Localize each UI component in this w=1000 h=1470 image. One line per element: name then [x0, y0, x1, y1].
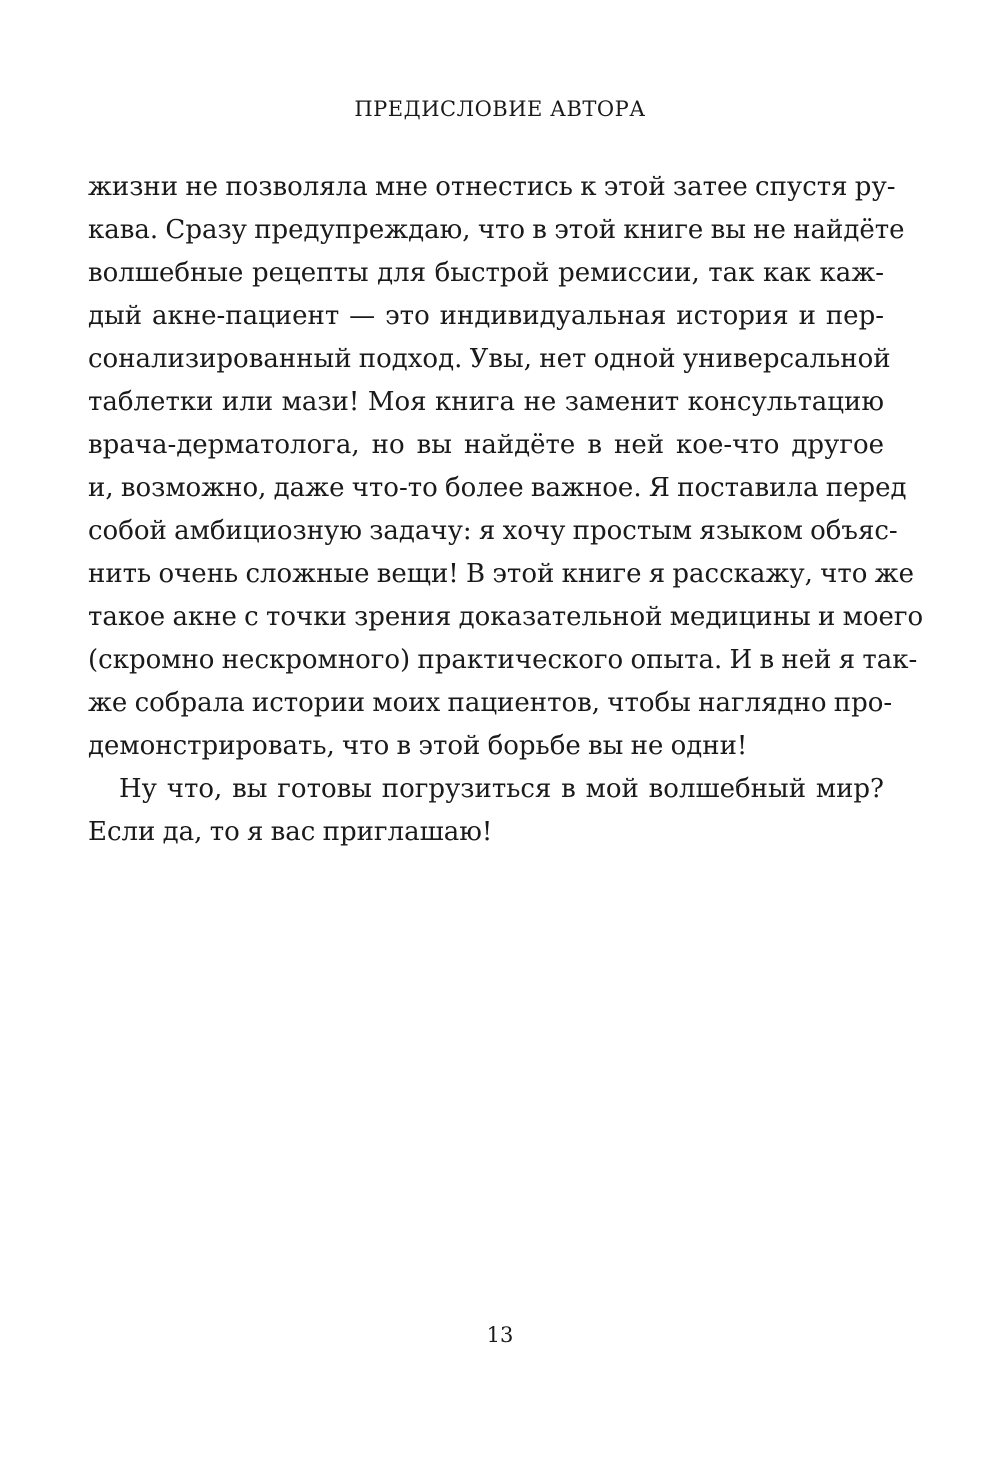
text-line: жизни не позволяла мне отнестись к этой затее спустя ру-: [88, 172, 896, 202]
text-line: собой амбициозную задачу: я хочу простым языком объяс-: [88, 516, 898, 546]
text-line: таблетки или мази! Моя книга не заменит консультацию: [88, 387, 884, 417]
text-line: дый акне-пациент — это индивидуальная история и пер-: [88, 301, 884, 331]
text-line: же собрала истории моих пациентов, чтобы наглядно про-: [88, 688, 893, 718]
text-line: волшебные рецепты для быстрой ремиссии, так как каж-: [88, 258, 884, 288]
paragraph: [88, 166, 924, 768]
text-line: демонстрировать, что в этой борьбе вы не одни!: [88, 731, 748, 761]
text-line: нить очень сложные вещи! В этой книге я расскажу, что же: [88, 559, 914, 589]
text-line: кава. Сразу предупреждаю, что в этой книге вы не найдёте: [88, 215, 905, 245]
paragraph: [88, 768, 884, 854]
body-text: [88, 166, 924, 854]
text-line: врача-дерматолога, но вы найдёте в ней кое-что другое: [88, 430, 884, 460]
text-line: сонализированный подход. Увы, нет одной универсальной: [88, 344, 891, 374]
text-line: такое акне с точки зрения доказательной медицины и моего: [88, 602, 924, 632]
text-line: Ну что, вы готовы погрузиться в мой волшебный мир?: [119, 774, 884, 804]
text-line: Если да, то я вас приглашаю!: [88, 817, 493, 847]
text-line: (скромно нескромного) практического опыта. И в ней я так-: [88, 645, 918, 675]
running-header: ПРЕДИСЛОВИЕ АВТОРА: [354, 97, 646, 121]
page-number: 13: [486, 1323, 514, 1347]
text-line: и, возможно, даже что-то более важное. Я поставила перед: [88, 473, 907, 503]
